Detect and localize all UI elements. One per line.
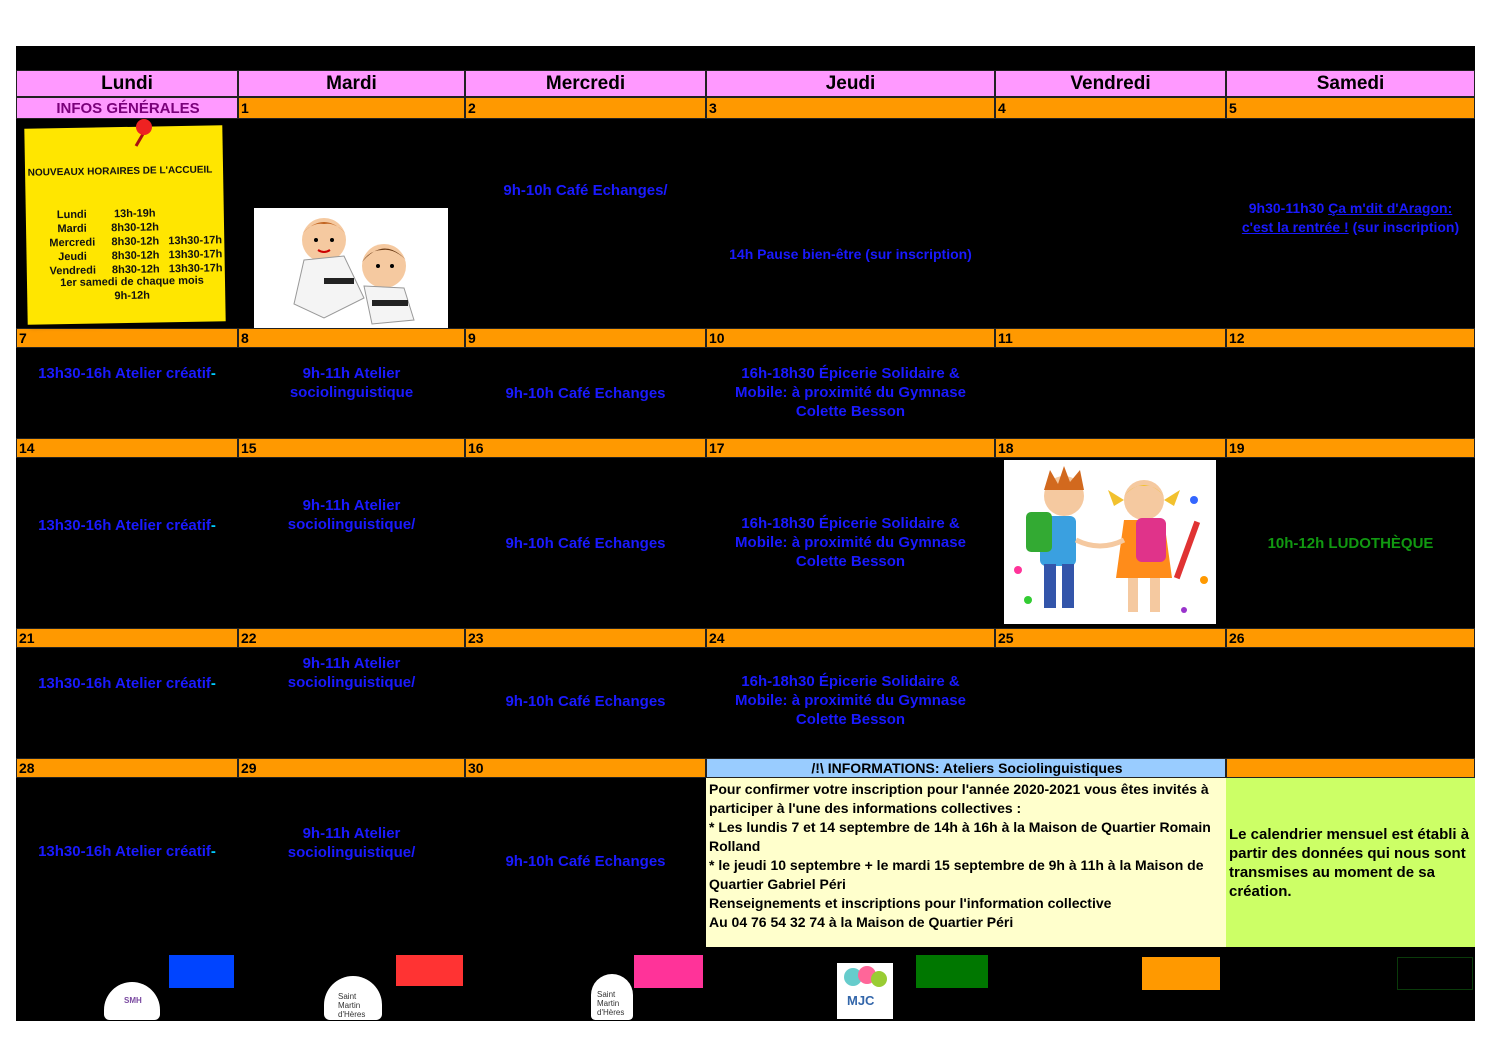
empty-cell bbox=[1226, 348, 1475, 438]
day-number: 24 bbox=[706, 628, 995, 648]
day-number: 7 bbox=[16, 328, 238, 348]
legend-swatch-red bbox=[396, 955, 463, 986]
day-number: 1 bbox=[238, 97, 465, 119]
day-number: 5 bbox=[1226, 97, 1475, 119]
event-cafe-echanges: 9h-10h Café Echanges bbox=[465, 648, 706, 758]
day-header-samedi: Samedi bbox=[1226, 70, 1475, 97]
event-atelier-creatif: 13h30-16h Atelier créatif - bbox=[16, 348, 238, 438]
event-cafe-echanges: 9h-10h Café Echanges bbox=[465, 458, 706, 628]
hours-am: 8h30-12h bbox=[111, 221, 159, 235]
info-line: Renseignements et inscriptions pour l'information collective bbox=[709, 895, 1112, 911]
day-number: 11 bbox=[995, 328, 1226, 348]
empty-cell bbox=[995, 348, 1226, 438]
legend-swatch-blue bbox=[169, 955, 234, 988]
event-cafe-echanges: 9h-10h Café Echanges bbox=[465, 778, 706, 947]
day-number: 25 bbox=[995, 628, 1226, 648]
hours-am: 8h30-12h bbox=[111, 235, 160, 249]
event-ludotheque: 10h-12h LUDOTHÈQUE bbox=[1226, 458, 1475, 628]
event-pause-bien-etre: 14h Pause bien-être (sur inscription) bbox=[706, 119, 995, 328]
hours-pm: 13h30-17h bbox=[168, 248, 223, 262]
hours-pm: 13h30-17h bbox=[168, 262, 223, 276]
aragon-link[interactable]: Ça m'dit d'Aragon: c'est la rentrée ! bbox=[1241, 200, 1453, 235]
hours-am: 8h30-12h bbox=[111, 263, 160, 277]
smh-logo: SMH bbox=[104, 982, 160, 1020]
day-number: 21 bbox=[16, 628, 238, 648]
event-atelier-creatif: 13h30-16h Atelier créatif - bbox=[16, 648, 238, 758]
info-line: * le jeudi 10 septembre + le mardi 15 septembre de 9h à 11h à la Maison de Quartier Gabriel Péri bbox=[709, 857, 1204, 892]
hours-am: 13h-19h bbox=[113, 207, 156, 221]
saint-martin-logo-2: Saint Martin d'Hères bbox=[591, 974, 633, 1020]
day-number: 22 bbox=[238, 628, 465, 648]
day-number: 8 bbox=[238, 328, 465, 348]
hours-pm: 13h30-17h bbox=[168, 234, 223, 248]
event-epicerie-solidaire: 16h-18h30 Épicerie Solidaire & Mobile: à proximité du Gymnase Colette Besson bbox=[706, 348, 995, 438]
pushpin-icon bbox=[136, 119, 152, 135]
event-atelier-sociolinguistique: 9h-11h Atelier sociolinguistique/ bbox=[238, 648, 465, 758]
day-header-vendredi: Vendredi bbox=[995, 70, 1226, 97]
event-cafe-echanges: 9h-10h Café Echanges bbox=[465, 348, 706, 438]
school-kids-illustration bbox=[1004, 460, 1216, 624]
school-kids-cell bbox=[995, 458, 1226, 628]
event-atelier-creatif: 13h30-16h Atelier créatif - bbox=[16, 778, 238, 947]
informations-text bbox=[706, 778, 1226, 947]
day-header-mardi: Mardi bbox=[238, 70, 465, 97]
day-number: 19 bbox=[1226, 438, 1475, 458]
event-atelier-creatif: 13h30-16h Atelier créatif - bbox=[16, 458, 238, 628]
saint-martin-logo-1: Saint Martin d'Hères bbox=[324, 976, 382, 1020]
judo-kids-illustration bbox=[254, 208, 448, 328]
day-number: 3 bbox=[706, 97, 995, 119]
day-number: 16 bbox=[465, 438, 706, 458]
legend-swatch-green bbox=[916, 955, 988, 988]
day-number: 23 bbox=[465, 628, 706, 648]
event-atelier-sociolinguistique: 9h-11h Atelier sociolinguistique/ bbox=[238, 778, 465, 947]
hours-day: Mercredi bbox=[49, 236, 96, 250]
empty-cell bbox=[995, 119, 1226, 328]
informations-header: /!\ INFORMATIONS: Ateliers Sociolinguistiques bbox=[706, 758, 1226, 778]
hours-day: Mardi bbox=[57, 222, 87, 236]
event-epicerie-solidaire: 16h-18h30 Épicerie Solidaire & Mobile: à proximité du Gymnase Colette Besson bbox=[706, 458, 995, 628]
day-number: 29 bbox=[238, 758, 465, 778]
day-number: 4 bbox=[995, 97, 1226, 119]
legend-swatch-black bbox=[1397, 957, 1473, 990]
event-aragon-text: 9h30-11h30 Ça m'dit d'Aragon: c'est la rentrée ! (sur inscription) bbox=[1241, 200, 1460, 235]
event-aragon bbox=[1226, 119, 1475, 328]
legend-swatch-orange bbox=[1142, 957, 1220, 990]
judo-kids-cell bbox=[238, 119, 465, 328]
opening-hours-note bbox=[16, 119, 238, 328]
day-number: 12 bbox=[1226, 328, 1475, 348]
infos-generales-label: INFOS GÉNÉRALES bbox=[16, 97, 238, 119]
day-number: 2 bbox=[465, 97, 706, 119]
hours-day: Jeudi bbox=[58, 250, 88, 264]
day-header-mercredi: Mercredi bbox=[465, 70, 706, 97]
calendar-grid bbox=[16, 70, 1475, 947]
postit-title: NOUVEAUX HORAIRES DE L'ACCUEIL bbox=[27, 164, 213, 179]
event-epicerie-solidaire: 16h-18h30 Épicerie Solidaire & Mobile: à proximité du Gymnase Colette Besson bbox=[706, 648, 995, 758]
day-number: 15 bbox=[238, 438, 465, 458]
mjc-logo: MJC bbox=[837, 963, 893, 1019]
calendar-note: Le calendrier mensuel est établi à partir des données qui nous sont transmises au moment de sa création. bbox=[1226, 778, 1475, 947]
empty-cell bbox=[1226, 648, 1475, 758]
event-atelier-sociolinguistique: 9h-11h Atelier sociolinguistique bbox=[238, 348, 465, 438]
day-number: 30 bbox=[465, 758, 706, 778]
event-atelier-sociolinguistique: 9h-11h Atelier sociolinguistique/ bbox=[238, 458, 465, 628]
day-number: 10 bbox=[706, 328, 995, 348]
day-header-jeudi: Jeudi bbox=[706, 70, 995, 97]
day-number bbox=[1226, 758, 1475, 778]
day-number: 17 bbox=[706, 438, 995, 458]
hours-day: Lundi bbox=[56, 208, 87, 222]
postit-footer: 1er samedi de chaque mois 9h-12h bbox=[60, 274, 204, 303]
day-header-lundi: Lundi bbox=[16, 70, 238, 97]
postit-note bbox=[24, 125, 225, 324]
info-line: Au 04 76 54 32 74 à la Maison de Quartier Péri bbox=[709, 914, 1014, 930]
info-line: Pour confirmer votre inscription pour l'année 2020-2021 vous êtes invités à participer à l'une des informations collectives : bbox=[709, 781, 1209, 816]
day-number: 9 bbox=[465, 328, 706, 348]
hours-am: 8h30-12h bbox=[111, 249, 160, 263]
day-number: 14 bbox=[16, 438, 238, 458]
info-line: * Les lundis 7 et 14 septembre de 14h à 16h à la Maison de Quartier Romain Rolland bbox=[709, 819, 1211, 854]
event-cafe-echanges: 9h-10h Café Echanges/ bbox=[465, 119, 706, 328]
legend-swatch-pink bbox=[634, 955, 703, 988]
empty-cell bbox=[995, 648, 1226, 758]
day-number: 28 bbox=[16, 758, 238, 778]
hours-day: Vendredi bbox=[49, 264, 97, 278]
day-number: 26 bbox=[1226, 628, 1475, 648]
day-number: 18 bbox=[995, 438, 1226, 458]
